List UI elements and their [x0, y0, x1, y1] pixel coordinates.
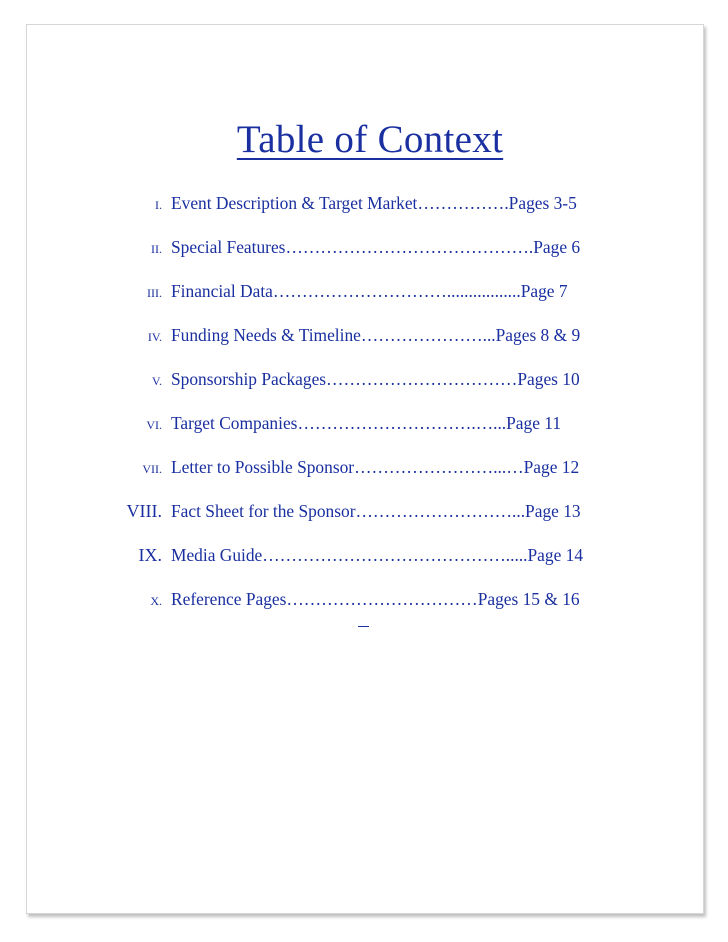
document-page	[26, 24, 704, 914]
toc-entry-number: III.	[147, 286, 162, 300]
toc-entry-text: Special Features…………………………………….Page 6	[171, 237, 581, 257]
toc-entry-number: IV.	[147, 330, 162, 344]
stray-dash-mark	[358, 626, 369, 627]
toc-entry-9	[27, 543, 703, 567]
toc-entry-text: Target Companies………………………….…...Page 11	[171, 413, 562, 433]
toc-entry-7	[27, 455, 703, 479]
toc-entry-1	[27, 191, 703, 215]
toc-entry-number: VIII.	[126, 501, 162, 521]
toc-entry-6	[27, 411, 703, 435]
toc-entry-number: I.	[155, 198, 162, 212]
toc-entry-text: Letter to Possible Sponsor……………………...…Page 12	[171, 457, 580, 477]
toc-entry-5	[27, 367, 703, 391]
table-of-contents	[27, 25, 703, 913]
toc-entry-text: Funding Needs & Timeline…………………...Pages 8 & 9	[171, 325, 581, 345]
toc-entry-number: V.	[151, 374, 162, 388]
toc-entry-number: VII.	[142, 462, 162, 476]
toc-entry-number: IX.	[138, 545, 162, 565]
toc-entry-number: VI.	[146, 418, 162, 432]
toc-entry-8	[27, 499, 703, 523]
toc-entry-number: X.	[150, 594, 162, 608]
toc-entry-text: Reference Pages……………………………Pages 15 & 16	[171, 589, 580, 609]
toc-entry-2	[27, 235, 703, 259]
toc-entry-text: Sponsorship Packages……………………………Pages 10	[171, 369, 580, 389]
toc-entry-number: II.	[151, 242, 162, 256]
toc-entry-3	[27, 279, 703, 303]
toc-entry-text: Financial Data………………………….................Page 7	[171, 281, 568, 301]
toc-entry-text: Event Description & Target Market…………….Pages 3-5	[171, 193, 577, 213]
toc-entry-4	[27, 323, 703, 347]
page-title: Table of Context	[236, 118, 504, 161]
toc-entry-text: Fact Sheet for the Sponsor………………………...Page 13	[171, 501, 581, 521]
toc-entry-10	[27, 587, 703, 611]
toc-entry-text: Media Guide…………………………………….....Page 14	[171, 545, 584, 565]
